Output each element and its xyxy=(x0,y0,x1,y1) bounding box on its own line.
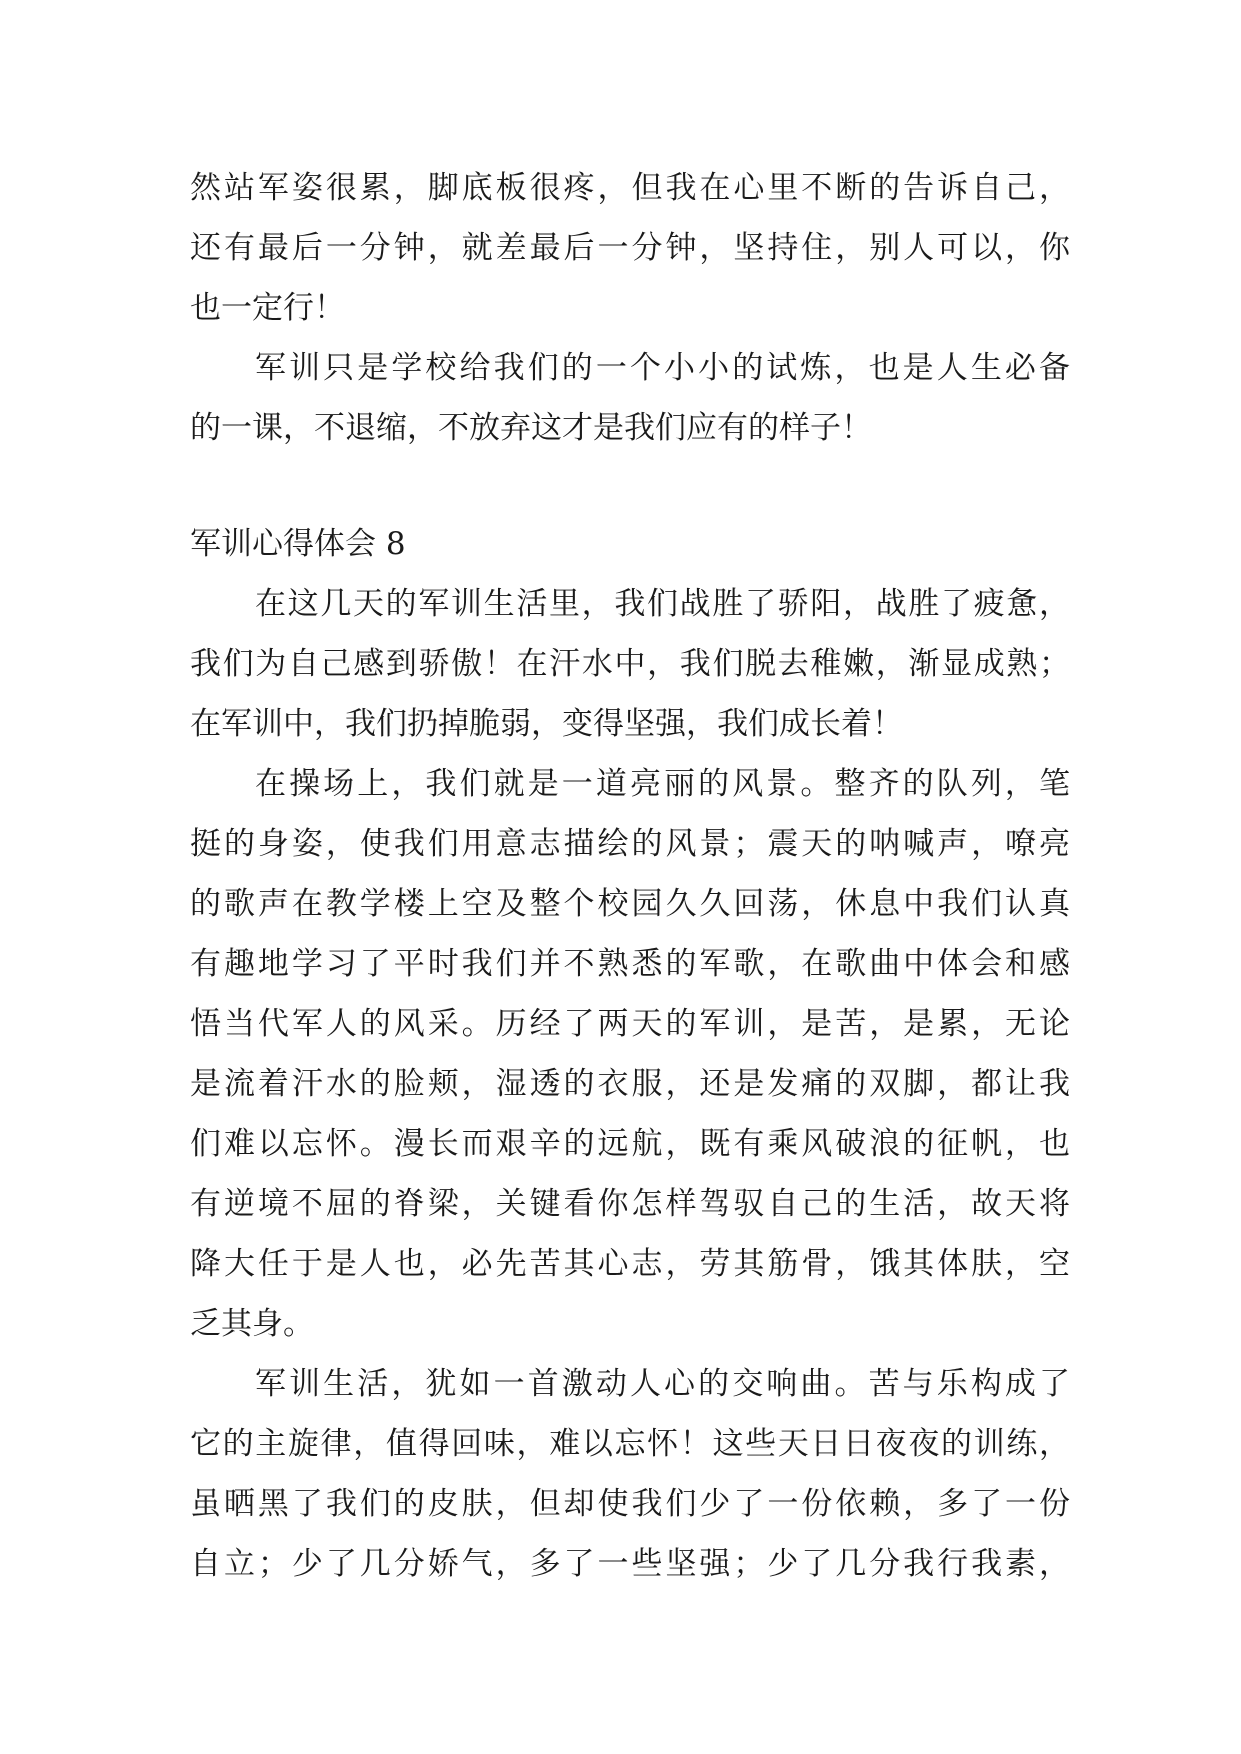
paragraph-line: 们难以忘怀。漫长而艰辛的远航，既有乘风破浪的征帆，也 xyxy=(190,1126,1070,1162)
paragraph-line: 自立；少了几分娇气，多了一些坚强；少了几分我行我素， xyxy=(190,1546,1070,1582)
paragraph-line: 军训生活，犹如一首激动人心的交响曲。苦与乐构成了 xyxy=(255,1366,1070,1402)
paragraph-line: 的一课，不退缩，不放弃这才是我们应有的样子！ xyxy=(190,410,872,446)
paragraph-line: 还有最后一分钟，就差最后一分钟，坚持住，别人可以，你 xyxy=(190,230,1070,266)
paragraph-line: 悟当代军人的风采。历经了两天的军训，是苦，是累，无论 xyxy=(190,1006,1070,1042)
paragraph-line: 也一定行！ xyxy=(190,290,345,326)
paragraph-line: 它的主旋律，值得回味，难以忘怀！这些天日日夜夜的训练， xyxy=(190,1426,1070,1462)
paragraph-line: 军训只是学校给我们的一个小小的试炼，也是人生必备 xyxy=(255,350,1070,386)
paragraph-line: 的歌声在教学楼上空及整个校园久久回荡，休息中我们认真 xyxy=(190,886,1070,922)
paragraph-line: 挺的身姿，使我们用意志描绘的风景；震天的呐喊声，嘹亮 xyxy=(190,826,1070,862)
paragraph-line: 有趣地学习了平时我们并不熟悉的军歌，在歌曲中体会和感 xyxy=(190,946,1070,982)
paragraph-line: 然站军姿很累，脚底板很疼，但我在心里不断的告诉自己， xyxy=(190,170,1070,206)
paragraph-line: 在军训中，我们扔掉脆弱，变得坚强，我们成长着！ xyxy=(190,706,903,742)
paragraph-line: 是流着汗水的脸颊，湿透的衣服，还是发痛的双脚，都让我 xyxy=(190,1066,1070,1102)
paragraph-line: 虽晒黑了我们的皮肤，但却使我们少了一份依赖，多了一份 xyxy=(190,1486,1070,1522)
paragraph-line: 在操场上，我们就是一道亮丽的风景。整齐的队列，笔 xyxy=(255,766,1070,802)
section-title: 军训心得体会 8 xyxy=(190,526,406,562)
paragraph-line: 我们为自己感到骄傲！在汗水中，我们脱去稚嫩，渐显成熟； xyxy=(190,646,1070,682)
paragraph-line: 在这几天的军训生活里，我们战胜了骄阳，战胜了疲惫， xyxy=(255,586,1070,622)
paragraph-line: 乏其身。 xyxy=(190,1306,314,1342)
paragraph-line: 有逆境不屈的脊梁，关键看你怎样驾驭自己的生活，故天将 xyxy=(190,1186,1070,1222)
paragraph-line: 降大任于是人也，必先苦其心志，劳其筋骨，饿其体肤，空 xyxy=(190,1246,1070,1282)
